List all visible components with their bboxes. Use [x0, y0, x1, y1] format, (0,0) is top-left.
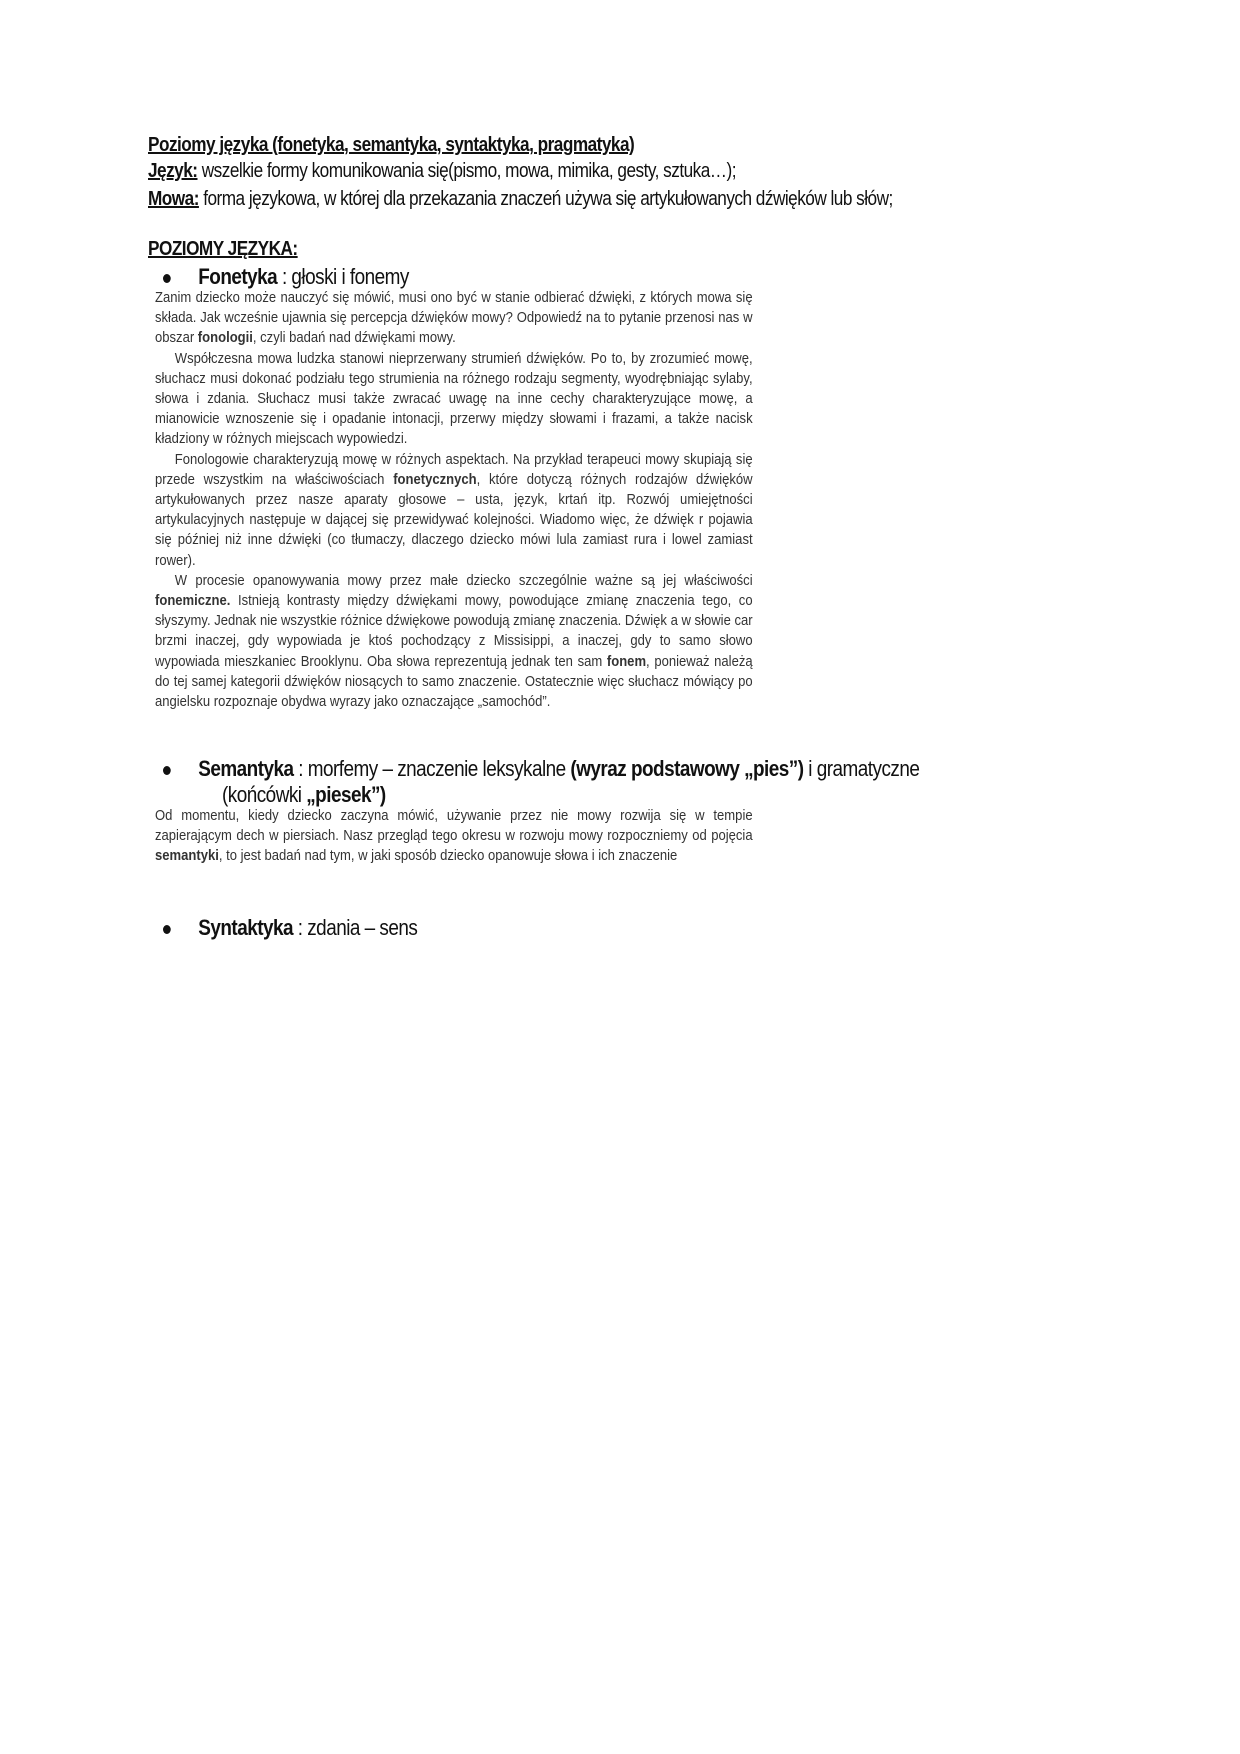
- level-semantyka: Semantyka : morfemy – znaczenie leksykalne (wyraz podstawowy „pies”) i gramatyczne: [163, 756, 919, 782]
- level-semantyka-line2: (końcówki „piesek”): [222, 782, 386, 807]
- level-name: Fonetyka: [198, 264, 278, 289]
- bullet-icon: [163, 925, 171, 934]
- level-name: Semantyka: [198, 756, 294, 781]
- level-syntaktyka: Syntaktyka : zdania – sens: [163, 915, 417, 941]
- definition-text: wszelkie formy komunikowania się(pismo, mowa, mimika, gesty, sztuka…);: [197, 160, 736, 182]
- document-title: Poziomy języka (fonetyka, semantyka, syntaktyka, pragmatyka): [148, 134, 635, 156]
- level-name: Syntaktyka: [198, 915, 294, 940]
- paragraph: Zanim dziecko może nauczyć się mówić, musi ono być w stanie odbierać dźwięki, z których mowa się składa. Jak wcześnie ujawnia się percepcja dźwięków mowy? Odpowiedź na to pytanie przenosi nas w obszar fonologii, czyli badań nad dźwiękami mowy.: [155, 290, 753, 347]
- definition-mowa: [148, 186, 948, 212]
- term: Język:: [148, 160, 198, 182]
- paragraph: W procesie opanowywania mowy przez małe dziecko szczególnie ważne są jej właściwości fonemiczne. Istnieją kontrasty między dźwiękami mowy, powodujące zmianę znaczenia tego, co słyszymy. Jednak nie wszystkie różnice dźwiękowe powodują zmianę znaczenia. Dźwięk a w słowie car brzmi inaczej, gdy wypowiada je ktoś pochodzący z Missisippi, a inaczej, gdy to samo słowo wypowiada mieszkaniec Brooklynu. Oba słowa reprezentują jednak ten sam fonem, ponieważ należą do tej samej kategorii dźwięków niosących to samo znaczenie. Ostatecznie więc słuchacz mówiący po angielsku rozpoznaje obydwa wyrazy jako oznaczające „samochód”.: [155, 572, 753, 711]
- term: Mowa:: [148, 188, 199, 210]
- section-heading: POZIOMY JĘZYKA:: [148, 238, 298, 260]
- paragraph: Fonologowie charakteryzują mowę w różnych aspektach. Na przykład terapeuci mowy skupiają się przede wszystkim na właściwościach fonetycznych, które dotyczą różnych rodzajów dźwięków artykułowanych przez nasze aparaty głosowe – usta, język, krtań itp. Rozwój umiejętności artykulacyjnych następuje w dającej się przewidywać kolejności. Wiadomo więc, że dźwięk r pojawia się później niż inne dźwięki (co tłumaczy, dlaczego dziecko mówi lula zamiast rura i lowel zamiast rower).: [155, 451, 753, 569]
- level-fonetyka: [163, 264, 409, 290]
- paragraph: Od momentu, kiedy dziecko zaczyna mówić, używanie przez nie mowy rozwija się w tempie zapierającym dech w piersiach. Nasz przegląd tego okresu w rozwoju mowy rozpoczniemy od pojęcia semantyki, to jest badań nad tym, w jaki sposób dziecko opanowuje słowa i ich znaczenie: [155, 808, 753, 865]
- bullet-icon: [163, 766, 171, 775]
- paragraph: Współczesna mowa ludzka stanowi nieprzerwany strumień dźwięków. Po to, by zrozumieć mowę, słuchacz musi dokonać podziału tego strumienia na różnego rodzaju segmenty, wyodrębniając sylaby, słowa i zdania. Słuchacz musi także zwracać uwagę na inne cechy charakteryzujące mowę, a mianowicie wznoszenie się i opadanie intonacji, przerwy między słowami i frazami, a także nacisk kładziony w różnych miejscach wypowiedzi.: [155, 350, 753, 448]
- bullet-icon: [163, 274, 171, 283]
- definition-jezyk: [148, 160, 736, 183]
- definition-text: forma językowa, w której dla przekazania znaczeń używa się artykułowanych dźwięków lub słów;: [198, 188, 893, 210]
- fonetyka-text: [155, 288, 753, 712]
- semantyka-text: [155, 806, 753, 867]
- level-desc: : głoski i fonemy: [277, 264, 409, 289]
